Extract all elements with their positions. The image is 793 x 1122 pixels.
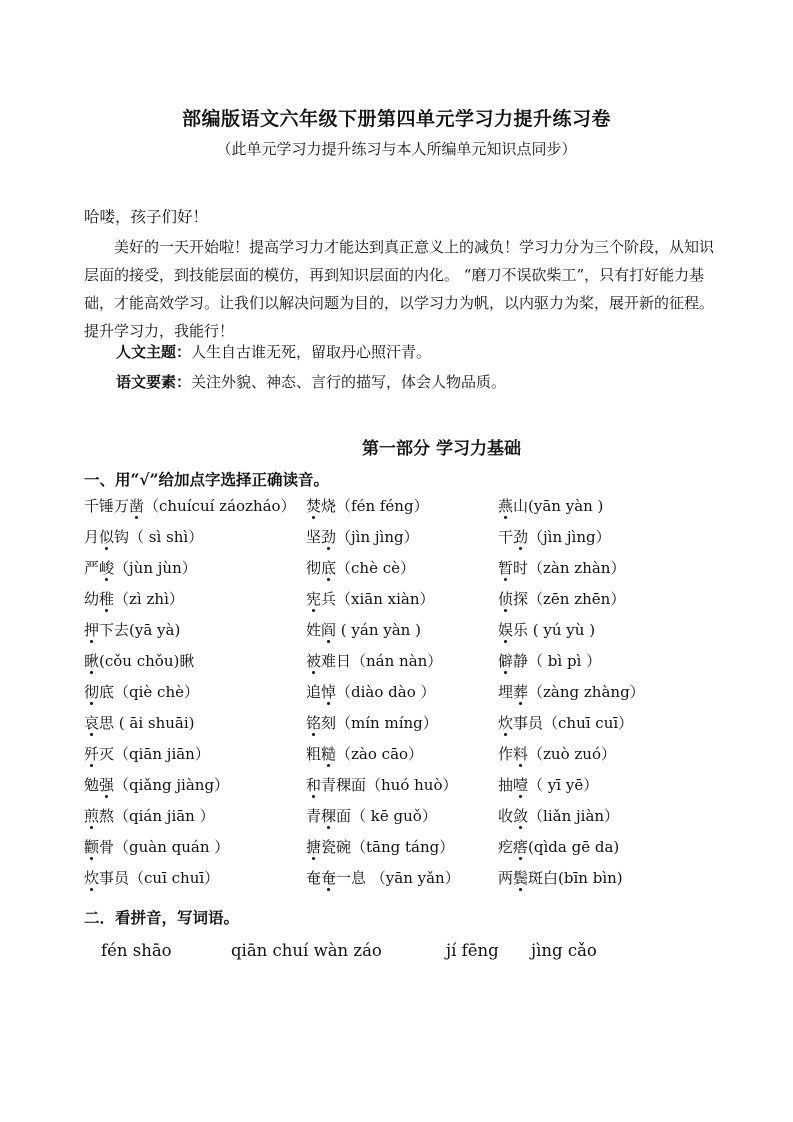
pronunciation-item [306, 526, 419, 547]
dotted-character: 焚 [306, 497, 322, 515]
word-suffix-and-options: 下去(yā yà) [99, 621, 181, 639]
word-prefix: 姓 [306, 621, 322, 639]
dotted-character: 强 [99, 776, 115, 794]
word-suffix-and-options: （ yī yē） [528, 776, 599, 794]
pronunciation-item [306, 836, 454, 857]
dotted-character: 料 [513, 745, 529, 763]
word-suffix-and-options: (qìda gē da) [528, 838, 620, 856]
pronunciation-row [84, 650, 724, 681]
pronunciation-row [84, 805, 724, 836]
pronunciation-item [498, 650, 601, 671]
dotted-character: 阎 [321, 621, 337, 639]
pronunciation-item [498, 619, 595, 640]
dotted-character: 劲 [513, 528, 529, 546]
pronunciation-item [498, 774, 598, 795]
dotted-character: 宪 [306, 590, 322, 608]
word-prefix: 奄 [306, 869, 322, 887]
humanities-theme [116, 341, 431, 362]
page-title: 部编版语文六年级下册第四单元学习力提升练习卷 [181, 108, 611, 130]
pronunciation-item [498, 681, 645, 702]
word-suffix-and-options: 瓷碗（tāng táng） [321, 838, 455, 856]
pronunciation-item [84, 836, 229, 857]
pronunciation-item [498, 495, 603, 516]
language-element [116, 371, 506, 392]
language-element-text: 关注外貌、神态、言行的描写，体会人物品质。 [191, 373, 507, 391]
dotted-character: 僻 [498, 652, 514, 670]
word-prefix: 作 [498, 745, 514, 763]
word-suffix-and-options: （zì zhì） [114, 590, 184, 608]
pronunciation-row [84, 495, 724, 526]
dotted-character: 敛 [513, 807, 529, 825]
pronunciation-item [84, 588, 184, 609]
pronunciation-item [306, 867, 460, 888]
pinyin-prompt: jí fēng [446, 941, 499, 960]
word-prefix: 青 [306, 807, 322, 825]
pronunciation-row [84, 743, 724, 774]
pronunciation-row [84, 526, 724, 557]
pronunciation-item [306, 495, 429, 516]
pronunciation-item [306, 774, 458, 795]
question-2-heading: 二．看拼音，写词语。 [84, 908, 240, 927]
pronunciation-item [498, 805, 619, 826]
word-prefix: 勉 [84, 776, 100, 794]
word-suffix-and-options: 兵（xiān xiàn） [321, 590, 435, 608]
word-suffix-and-options: 熬（qián jiān ） [99, 807, 215, 825]
word-suffix-and-options: 山(yān yàn ) [513, 497, 604, 515]
dotted-character: 暂 [498, 559, 514, 577]
part1-heading: 第一部分 学习力基础 [362, 439, 521, 459]
pronunciation-item [84, 743, 210, 764]
word-suffix-and-options: （diào dào ） [336, 683, 436, 701]
word-suffix-and-options: （chuícuí záozháo） [144, 497, 296, 515]
pronunciation-row [84, 867, 724, 898]
pronunciation-item [498, 526, 611, 547]
dotted-character: 铭 [306, 714, 322, 732]
dotted-character: 燕 [498, 497, 514, 515]
dotted-character: 葬 [513, 683, 529, 701]
word-suffix-and-options: 时（zàn zhàn） [513, 559, 626, 577]
pronunciation-item [84, 526, 203, 547]
word-suffix-and-options: （jùn jùn） [114, 559, 197, 577]
word-suffix-and-options: 难日（nán nàn） [321, 652, 443, 670]
pronunciation-item [498, 836, 619, 857]
pronunciation-grid [84, 495, 724, 898]
word-suffix-and-options: (cǒu chǒu)瞅 [99, 652, 195, 670]
question-1-heading: 一、用“√”给加点字选择正确读音。 [84, 470, 330, 489]
word-suffix-and-options: （jìn jìng） [528, 528, 611, 546]
humanities-theme-text: 人生自古谁无死，留取丹心照汗青。 [191, 343, 432, 361]
word-prefix: 彻 [306, 559, 322, 577]
word-prefix: 严 [84, 559, 100, 577]
pinyin-prompt: jìng cǎo [531, 941, 597, 960]
word-prefix: 埋 [498, 683, 514, 701]
word-suffix-and-options: 静（ bì pì ） [513, 652, 602, 670]
dotted-character: 侦 [498, 590, 514, 608]
pronunciation-row [84, 681, 724, 712]
pronunciation-item [84, 495, 296, 516]
pronunciation-item [84, 805, 215, 826]
word-prefix: 收 [498, 807, 514, 825]
pronunciation-item [306, 743, 423, 764]
intro-text: 美好的一天开始啦！提高学习力才能达到真正意义上的减负！学习力分为三个阶段，从知识层面的接受，到技能层面的模仿，再到知识层面的内化。 “磨刀不误砍柴工”，只有打好能力基础，才能高效学习。让我们以解决问题为目的，以学习力为帆，以内驱力为桨，展开新的征程。提升学习力，我能行！ [84, 238, 715, 340]
dotted-character: 押 [84, 621, 100, 639]
pronunciation-row [84, 836, 724, 867]
word-suffix-and-options: 事员（cuī chuī） [99, 869, 220, 887]
dotted-character: 娱 [498, 621, 514, 639]
word-suffix-and-options: （jìn jìng） [336, 528, 419, 546]
dotted-character: 和 [306, 776, 322, 794]
word-prefix: 千锤万 [84, 497, 130, 515]
language-element-label: 语文要素： [116, 373, 192, 391]
word-suffix-and-options: 一息 （yān yǎn） [336, 869, 460, 887]
dotted-character: 噎 [513, 776, 529, 794]
dotted-character: 被 [306, 652, 322, 670]
word-suffix-and-options: （qiǎng jiàng） [114, 776, 230, 794]
intro-paragraph [84, 233, 714, 345]
dotted-character: 稚 [99, 590, 115, 608]
word-prefix: 抽 [498, 776, 514, 794]
word-suffix-and-options: 灭（qiān jiān） [99, 745, 210, 763]
dotted-character: 歼 [84, 745, 100, 763]
pronunciation-item [84, 681, 199, 702]
pronunciation-item [498, 588, 625, 609]
dotted-character: 悼 [321, 683, 337, 701]
dotted-character: 煎 [84, 807, 100, 825]
word-suffix-and-options: （zào cāo） [336, 745, 424, 763]
word-suffix-and-options: （zàng zhàng） [528, 683, 645, 701]
dotted-character: 颧 [84, 838, 100, 856]
dotted-character: 奄 [321, 869, 337, 887]
word-suffix-and-options: ( yán yàn ) [336, 621, 421, 639]
dotted-character: 糙 [321, 745, 337, 763]
dotted-character: 峻 [99, 559, 115, 577]
dotted-character: 炊 [84, 869, 100, 887]
pronunciation-item [84, 712, 195, 733]
pronunciation-row [84, 774, 724, 805]
pronunciation-item [306, 650, 442, 671]
pronunciation-item [84, 557, 197, 578]
greeting: 哈喽，孩子们好！ [84, 208, 209, 226]
word-prefix: 粗 [306, 745, 322, 763]
dotted-character: 搪 [306, 838, 322, 856]
pinyin-prompt: qiān chuí wàn záo [231, 941, 382, 960]
pronunciation-row [84, 619, 724, 650]
humanities-theme-label: 人文主题： [116, 343, 192, 361]
word-suffix-and-options: 探（zēn zhēn） [513, 590, 626, 608]
word-suffix-and-options: 思 ( āi shuāi) [99, 714, 195, 732]
dotted-character: 似 [99, 528, 115, 546]
word-prefix: 两 [498, 869, 514, 887]
pronunciation-item [306, 557, 415, 578]
word-suffix-and-options: 底（qiè chè） [99, 683, 199, 701]
word-suffix-and-options: 事员（chuī cuī） [513, 714, 634, 732]
pronunciation-item [498, 557, 625, 578]
pronunciation-item [498, 712, 633, 733]
pronunciation-item [306, 588, 435, 609]
dotted-character: 瞅 [84, 652, 100, 670]
dotted-character: 鬓 [513, 869, 529, 887]
word-suffix-and-options: 斑白(bīn bìn) [528, 869, 623, 887]
word-prefix: 月 [84, 528, 100, 546]
word-prefix: 追 [306, 683, 322, 701]
page-subtitle: （此单元学习力提升练习与本人所编单元知识点同步） [216, 140, 577, 158]
word-suffix-and-options: （chè cè） [336, 559, 416, 577]
pronunciation-item [306, 712, 438, 733]
word-prefix: 干 [498, 528, 514, 546]
word-prefix: 坚 [306, 528, 322, 546]
dotted-character: 炊 [498, 714, 514, 732]
pronunciation-item [306, 619, 421, 640]
word-suffix-and-options: （liǎn jiàn） [528, 807, 620, 825]
word-suffix-and-options: 烧（fén féng） [321, 497, 429, 515]
word-suffix-and-options: 骨（guàn quán ） [99, 838, 230, 856]
word-suffix-and-options: 面（ kē guǒ） [336, 807, 437, 825]
pronunciation-row [84, 557, 724, 588]
pronunciation-row [84, 588, 724, 619]
pronunciation-row [84, 712, 724, 743]
dotted-character: 彻 [84, 683, 100, 701]
word-suffix-and-options: 钩（ sì shì） [114, 528, 204, 546]
word-suffix-and-options: 青稞面（huó huò） [321, 776, 458, 794]
pronunciation-item [498, 867, 623, 888]
dotted-character: 哀 [84, 714, 100, 732]
pronunciation-item [84, 867, 219, 888]
pronunciation-item [84, 650, 194, 671]
pronunciation-item [84, 774, 229, 795]
pronunciation-item [84, 619, 180, 640]
dotted-character: 稞 [321, 807, 337, 825]
pronunciation-item [498, 743, 616, 764]
pronunciation-item [306, 805, 437, 826]
word-prefix: 疙 [498, 838, 514, 856]
pronunciation-item [306, 681, 436, 702]
dotted-character: 凿 [129, 497, 145, 515]
dotted-character: 劲 [321, 528, 337, 546]
pinyin-prompt: fén shāo [101, 941, 172, 960]
dotted-character: 底 [321, 559, 337, 577]
word-suffix-and-options: （zuò zuó） [528, 745, 616, 763]
word-prefix: 幼 [84, 590, 100, 608]
word-suffix-and-options: 乐 ( yú yù ) [513, 621, 596, 639]
dotted-character: 瘩 [513, 838, 529, 856]
word-suffix-and-options: 刻（mín míng） [321, 714, 438, 732]
